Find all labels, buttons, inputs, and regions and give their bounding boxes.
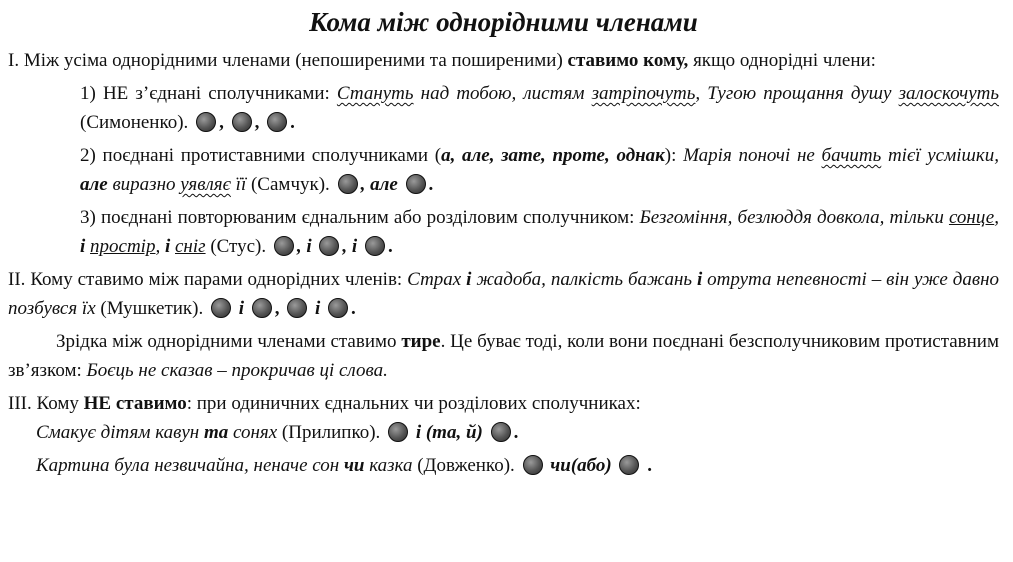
example-text: Страх xyxy=(407,269,467,290)
section-2 xyxy=(8,265,999,323)
scheme-circle-icon xyxy=(619,455,639,475)
scheme-sep: . xyxy=(513,422,519,443)
example-conj: але xyxy=(80,174,108,195)
example-text: Марія поночі не xyxy=(683,145,822,166)
section-3-intro xyxy=(8,389,999,418)
scheme-sep: . xyxy=(351,298,356,319)
author: (Стус). xyxy=(205,236,267,257)
scheme-circle-icon xyxy=(211,298,231,318)
example-text: її xyxy=(230,174,251,195)
rule-item-3 xyxy=(8,203,999,261)
scheme-circle-icon xyxy=(274,236,294,256)
example-word: уявляє xyxy=(180,174,231,195)
text: . Це буває тоді, коли вони поєднані безсполучниковим протиставним зв’язком: xyxy=(8,331,999,381)
example-text: , xyxy=(994,207,999,228)
item-label: 1) НЕ з’єднані сполучниками: xyxy=(80,83,337,104)
example-word: сніг xyxy=(175,236,206,257)
section-3-example-1 xyxy=(8,418,999,447)
example-conj: і xyxy=(466,269,472,290)
example-word: залоскочуть xyxy=(898,83,999,104)
scheme-circle-icon xyxy=(287,298,307,318)
example-text: , xyxy=(155,236,165,257)
example-word: сонце xyxy=(948,207,995,228)
example-conj: і xyxy=(164,236,171,257)
scheme-circle-icon xyxy=(328,298,348,318)
example-text: Боєць не сказав – прокричав ці слова. xyxy=(86,360,388,381)
rule-bold: НЕ ставимо xyxy=(83,393,187,414)
scheme-circle-icon xyxy=(252,298,272,318)
conjunctions: а, але, зате, проте, однак xyxy=(441,145,665,166)
scheme-sep: , але xyxy=(360,174,403,195)
scheme-circle-icon xyxy=(388,422,408,442)
scheme-circle-icon xyxy=(365,236,385,256)
text: ІІІ. Кому xyxy=(8,393,84,414)
example-word: Стануть xyxy=(336,83,414,104)
author: (Симоненко). xyxy=(80,112,189,133)
scheme-circle-icon xyxy=(319,236,339,256)
rule-item-2 xyxy=(8,141,999,199)
item-label: 2) поєднані протиставними сполучниками ( xyxy=(80,145,442,166)
scheme-sep: , і xyxy=(296,236,317,257)
scheme-circle-icon xyxy=(267,112,287,132)
example-conj: і xyxy=(80,236,86,257)
text: якщо однорідні члени: xyxy=(688,50,876,71)
scheme-sep: , xyxy=(274,298,285,319)
example-word: затріпочуть xyxy=(591,83,696,104)
example-text: Смакує дітям кавун xyxy=(36,422,204,443)
scheme-circle-icon xyxy=(232,112,252,132)
example-conj: і xyxy=(696,269,703,290)
item-label: 3) поєднані повторюваним єднальним або розділовим сполучником: xyxy=(80,207,640,228)
example-text: Безгоміння, безлюддя довкола, тільки xyxy=(639,207,949,228)
example-conj: та xyxy=(203,422,229,443)
scheme-sep: чи(або) xyxy=(545,455,617,476)
text: ): xyxy=(664,145,684,166)
author: (Довженко). xyxy=(412,455,515,476)
author: (Самчук). xyxy=(250,174,330,195)
example-text: сонях xyxy=(228,422,278,443)
scheme-sep: і xyxy=(233,298,249,319)
scheme-circle-icon xyxy=(406,174,426,194)
text: І. Між усіма однорідними членами (непоширеними та поширеними) xyxy=(8,50,568,71)
page-title: Кома між однорідними членами xyxy=(309,7,698,37)
example-text: жадоба, палкість бажань xyxy=(471,269,697,290)
scheme-sep: , і xyxy=(342,236,362,257)
scheme-sep: . xyxy=(290,112,295,133)
scheme-sep: , xyxy=(254,112,265,133)
scheme-circle-icon xyxy=(491,422,511,442)
example-conj: чи xyxy=(343,455,365,476)
scheme-sep: . xyxy=(428,174,434,195)
example-word: простір xyxy=(90,236,156,257)
section-3-example-2 xyxy=(8,451,999,480)
scheme-sep: . xyxy=(642,455,652,476)
rule-bold: ставимо кому, xyxy=(567,50,689,71)
scheme-sep: . xyxy=(387,236,393,257)
example-text: казка xyxy=(364,455,413,476)
text: : при одиничних єднальних чи розділових сполучниках: xyxy=(186,393,641,414)
example-text: Картина була незвичайна, неначе сон xyxy=(36,455,344,476)
example-text: тієї усмішки, xyxy=(881,145,999,166)
scheme-sep: , xyxy=(219,112,229,133)
section-1-intro xyxy=(8,46,999,75)
text: Зрідка між однорідними членами ставимо xyxy=(56,331,402,352)
example-text: виразно xyxy=(107,174,181,195)
dash-paragraph xyxy=(8,327,999,385)
scheme-circle-icon xyxy=(338,174,358,194)
scheme-sep: і xyxy=(310,298,326,319)
example-word: бачить xyxy=(821,145,882,166)
scheme-sep: і (та, й) xyxy=(411,422,488,443)
scheme-circle-icon xyxy=(523,455,543,475)
rule-bold: тире xyxy=(401,331,441,352)
example-text: над тобою, листям xyxy=(413,83,592,104)
author: (Мушкетик). xyxy=(95,298,204,319)
author: (Прилипко). xyxy=(277,422,381,443)
example-text: отрута непевності – він уже давно позбувся їх xyxy=(8,269,999,319)
text: ІІ. Кому ставимо між парами однорідних членів: xyxy=(8,269,408,290)
example-text: , Тугою прощання душу xyxy=(695,83,899,104)
scheme-circle-icon xyxy=(196,112,216,132)
rule-item-1 xyxy=(8,79,999,137)
